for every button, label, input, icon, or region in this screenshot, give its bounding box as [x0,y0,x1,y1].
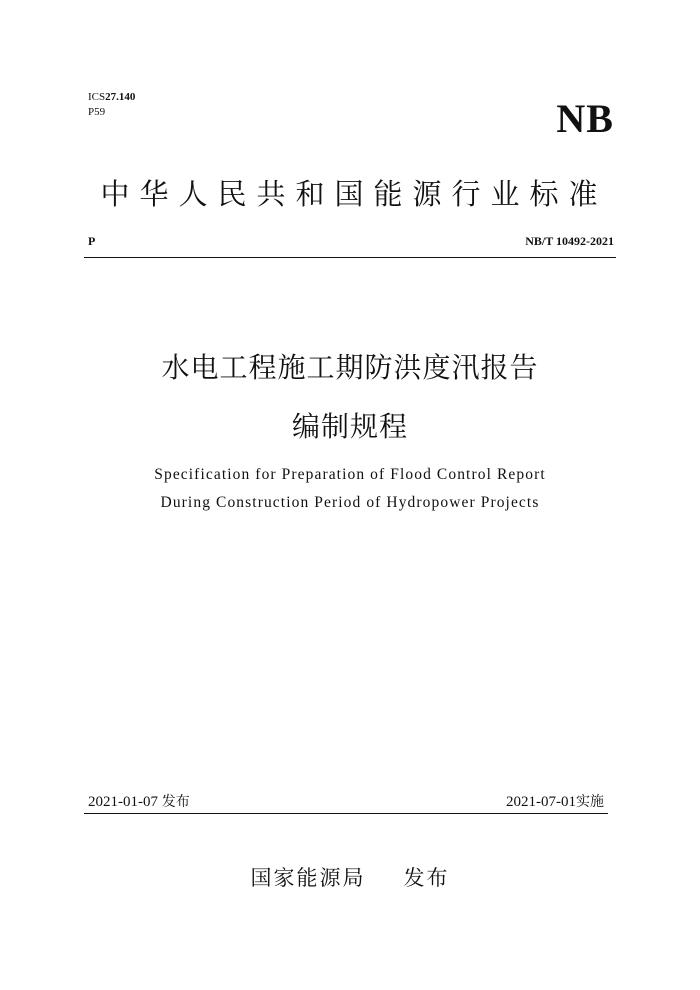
issue-date [88,792,190,812]
bottom-divider [84,813,608,814]
issue-date-value: 2021-01-07 [88,794,158,810]
title-cn-line1: 水电工程施工期防洪度汛报告 [161,351,539,384]
title-cn-line2: 编制规程 [291,410,408,443]
issue-date-label: 发布 [161,794,190,810]
category-letter: P [88,234,96,248]
standard-number: NB/T 10492-2021 [525,234,614,248]
ccs-code: P59 [88,106,106,118]
title-en-line2: During Construction Period of Hydropower Projects [160,494,540,511]
publisher-action: 发布 [403,866,450,890]
ics-prefix: ICS [88,91,106,103]
nb-logo: NB [556,96,614,141]
title-en-line1: Specification for Preparation of Flood Control Report [154,466,546,483]
publisher-name: 国家能源局 [250,866,366,890]
implementation-date [506,792,604,812]
standard-heading: 中华人民共和国能源行业标准 [100,177,608,211]
top-divider [84,257,616,258]
classification-codes [88,90,135,120]
ics-code [88,90,135,105]
implementation-date-label: 实施 [576,794,604,810]
implementation-date-value: 2021-07-01 [506,794,576,810]
publisher [0,864,700,892]
ics-number: 27.140 [105,91,136,103]
